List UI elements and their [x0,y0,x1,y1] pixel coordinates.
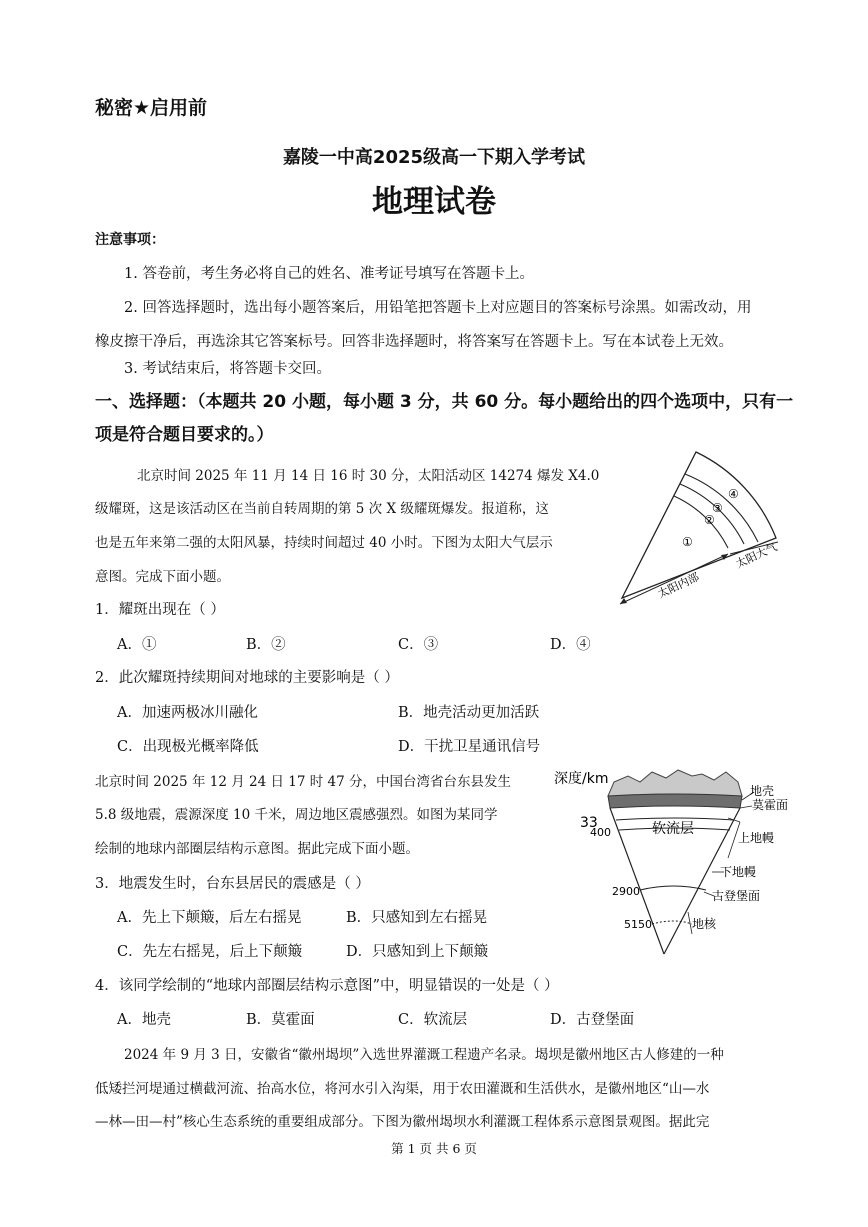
depth-5150: 5150 [624,918,652,931]
depth-2900: 2900 [612,885,640,898]
notice-item-2-line-2: 橡皮擦干净后，再选涂其它答案标号。回答非选择题时，将答案写在答题卡上。写在本试卷上无效。 [95,334,733,350]
passage-2-line-1: 北京时间 2025 年 12 月 24 日 17 时 47 分，中国台湾省台东县发生 [95,774,511,790]
gutenberg-label: 古登堡面 [712,889,761,903]
passage-1-line-2: 级耀斑，这是该活动区在当前自转周期的第 5 次 X 级耀斑爆发。报道称，这 [95,501,549,517]
q1-option-d[interactable]: D．④ [550,637,591,653]
secret-label: 秘密★启用前 [95,97,208,119]
sun-layer-4-label: ④ [728,487,739,501]
page-footer: 第 1 页 共 6 页 [391,1141,477,1156]
notice-item-1: 1. 答卷前，考生务必将自己的姓名、准考证号填写在答题卡上。 [124,266,534,282]
q4-option-b[interactable]: B．莫霍面 [246,1012,315,1028]
exam-name: 嘉陵一中高2025级高一下期入学考试 [282,147,586,168]
lower-mantle-label: 下地幔 [720,865,757,879]
sun-interior-label: 太阳内部 [655,570,702,601]
notice-heading: 注意事项： [95,232,165,248]
subject-title: 地理试卷 [372,184,496,220]
q1-stem: 1．耀斑出现在（ ） [95,602,225,618]
q4-option-d[interactable]: D．古登堡面 [550,1012,635,1028]
sun-layer-1-label: ① [682,535,693,549]
q2-option-b[interactable]: B．地壳活动更加活跃 [398,705,540,721]
q3-option-c[interactable]: C．先左右摇晃，后上下颠簸 [117,944,303,960]
section-1-heading-line-1: 一、选择题：（本题共 20 小题，每小题 3 分，共 60 分。每小题给出的四个选项中，只有一 [95,392,794,412]
upper-mantle-label: 上地幔 [738,831,775,845]
asthenosphere-label: 软流层 [652,821,694,837]
notice-item-3: 3. 考试结束后，将答题卡交回。 [124,361,331,377]
q4-option-a[interactable]: A．地壳 [117,1012,171,1028]
q4-stem: 4．该同学绘制的“地球内部圈层结构示意图”中，明显错误的一处是（ ） [95,978,559,994]
sun-layer-3-label: ③ [712,501,723,515]
q3-option-d[interactable]: D．只感知到上下颠簸 [346,944,489,960]
passage-1-line-4: 意图。完成下面小题。 [95,569,230,585]
q3-stem: 3．地震发生时，台东县居民的震感是（ ） [95,876,370,892]
moho-label: 莫霍面 [752,798,788,812]
passage-3-line-3: —林—田—村”核心生态系统的重要组成部分。下图为徽州堨坝水利灌溉工程体系示意图景观图。据此完 [95,1114,710,1130]
q1-option-b[interactable]: B．② [246,637,286,653]
q1-option-a[interactable]: A．① [117,637,157,653]
q1-option-c[interactable]: C．③ [398,637,439,653]
depth-axis-label: 深度/km [554,771,609,787]
passage-3-line-1: 2024 年 9 月 3 日，安徽省“徽州堨坝”入选世界灌溉工程遗产名录。堨坝是徽州地区古人修建的一种 [124,1047,724,1063]
passage-2-line-3: 绘制的地球内部圈层结构示意图。据此完成下面小题。 [95,841,419,857]
passage-1-line-1: 北京时间 2025 年 11 月 14 日 16 时 30 分，太阳活动区 14274 爆发 X4.0 [137,468,600,484]
earth-interior-diagram [552,762,788,962]
q2-stem: 2．此次耀斑持续期间对地球的主要影响是（ ） [95,670,399,686]
core-label: 地核 [692,917,717,931]
q2-option-c[interactable]: C．出现极光概率降低 [117,739,259,755]
passage-1-line-3: 也是五年来第二强的太阳风暴，持续时间超过 40 小时。下图为太阳大气层示 [95,535,553,551]
q4-option-c[interactable]: C．软流层 [398,1012,468,1028]
depth-400: 400 [590,826,611,839]
passage-3-line-2: 低矮拦河堤通过横截河流、抬高水位，将河水引入沟渠，用于农田灌溉和生活供水，是徽州地区“山—水 [95,1081,710,1097]
passage-2-line-2: 5.8 级地震，震源深度 10 千米，周边地区震感强烈。如图为某同学 [95,807,498,823]
section-1-heading-line-2: 项是符合题目要求的。） [95,425,274,445]
sun-layer-2-label: ② [704,513,715,527]
sun-atmosphere-label: 太阳大气 [733,540,780,571]
notice-item-2-line-1: 2. 回答选择题时，选出每小题答案后，用铅笔把答题卡上对应题目的答案标号涂黑。如需改动，用 [124,300,752,316]
sun-atmosphere-diagram [612,446,790,614]
q2-option-d[interactable]: D．干扰卫星通讯信号 [398,739,541,755]
q3-option-b[interactable]: B．只感知到左右摇晃 [346,910,488,926]
depth-33: 33 [580,815,598,831]
q2-option-a[interactable]: A．加速两极冰川融化 [117,705,258,721]
q3-option-a[interactable]: A．先上下颠簸，后左右摇晃 [117,910,302,926]
crust-label: 地壳 [750,784,775,798]
